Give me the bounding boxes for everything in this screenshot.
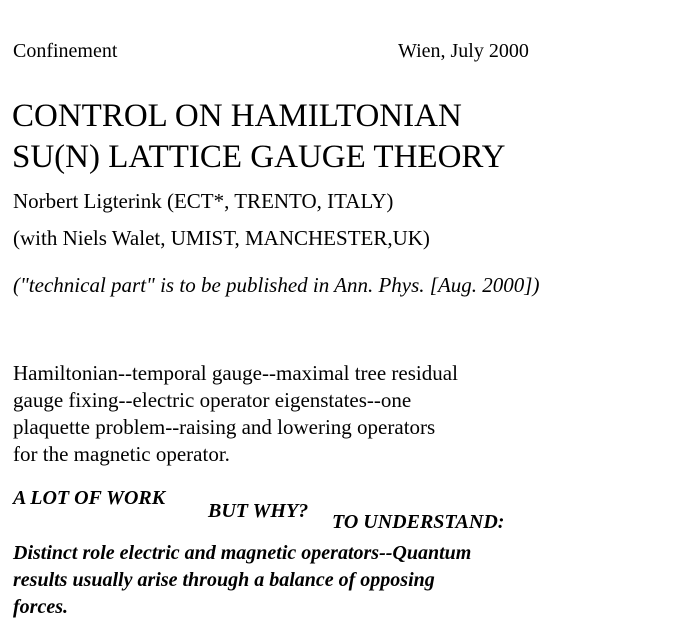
conclusion-line: forces. <box>13 596 68 618</box>
title-line-2: SU(N) LATTICE GAUGE THEORY <box>12 139 506 175</box>
keywords-line: for the magnetic operator. <box>13 442 230 466</box>
conclusion-line: results usually arise through a balance of opposing <box>13 569 435 591</box>
conclusion-line: Distinct role electric and magnetic operators--Quantum <box>13 542 472 564</box>
author-line-2: (with Niels Walet, UMIST, MANCHESTER,UK) <box>13 226 430 250</box>
header-topic: Confinement <box>13 40 118 62</box>
keywords-line: plaquette problem--raising and lowering operators <box>13 415 436 439</box>
title-line-1: CONTROL ON HAMILTONIAN <box>12 98 462 134</box>
conclusion-paragraph <box>13 540 593 621</box>
keywords-line: gauge fixing--electric operator eigenstates--one <box>13 388 412 412</box>
lot-of-work-heading: A LOT OF WORK <box>13 487 166 509</box>
but-why-heading: BUT WHY? <box>208 500 309 522</box>
keywords-paragraph <box>13 360 573 468</box>
publication-note: ("technical part" is to be published in Ann. Phys. [Aug. 2000]) <box>13 273 540 297</box>
header-place-date: Wien, July 2000 <box>398 40 529 62</box>
to-understand-heading: TO UNDERSTAND: <box>332 511 505 533</box>
author-line-1: Norbert Ligterink (ECT*, TRENTO, ITALY) <box>13 189 394 213</box>
keywords-line: Hamiltonian--temporal gauge--maximal tree residual <box>13 361 458 385</box>
